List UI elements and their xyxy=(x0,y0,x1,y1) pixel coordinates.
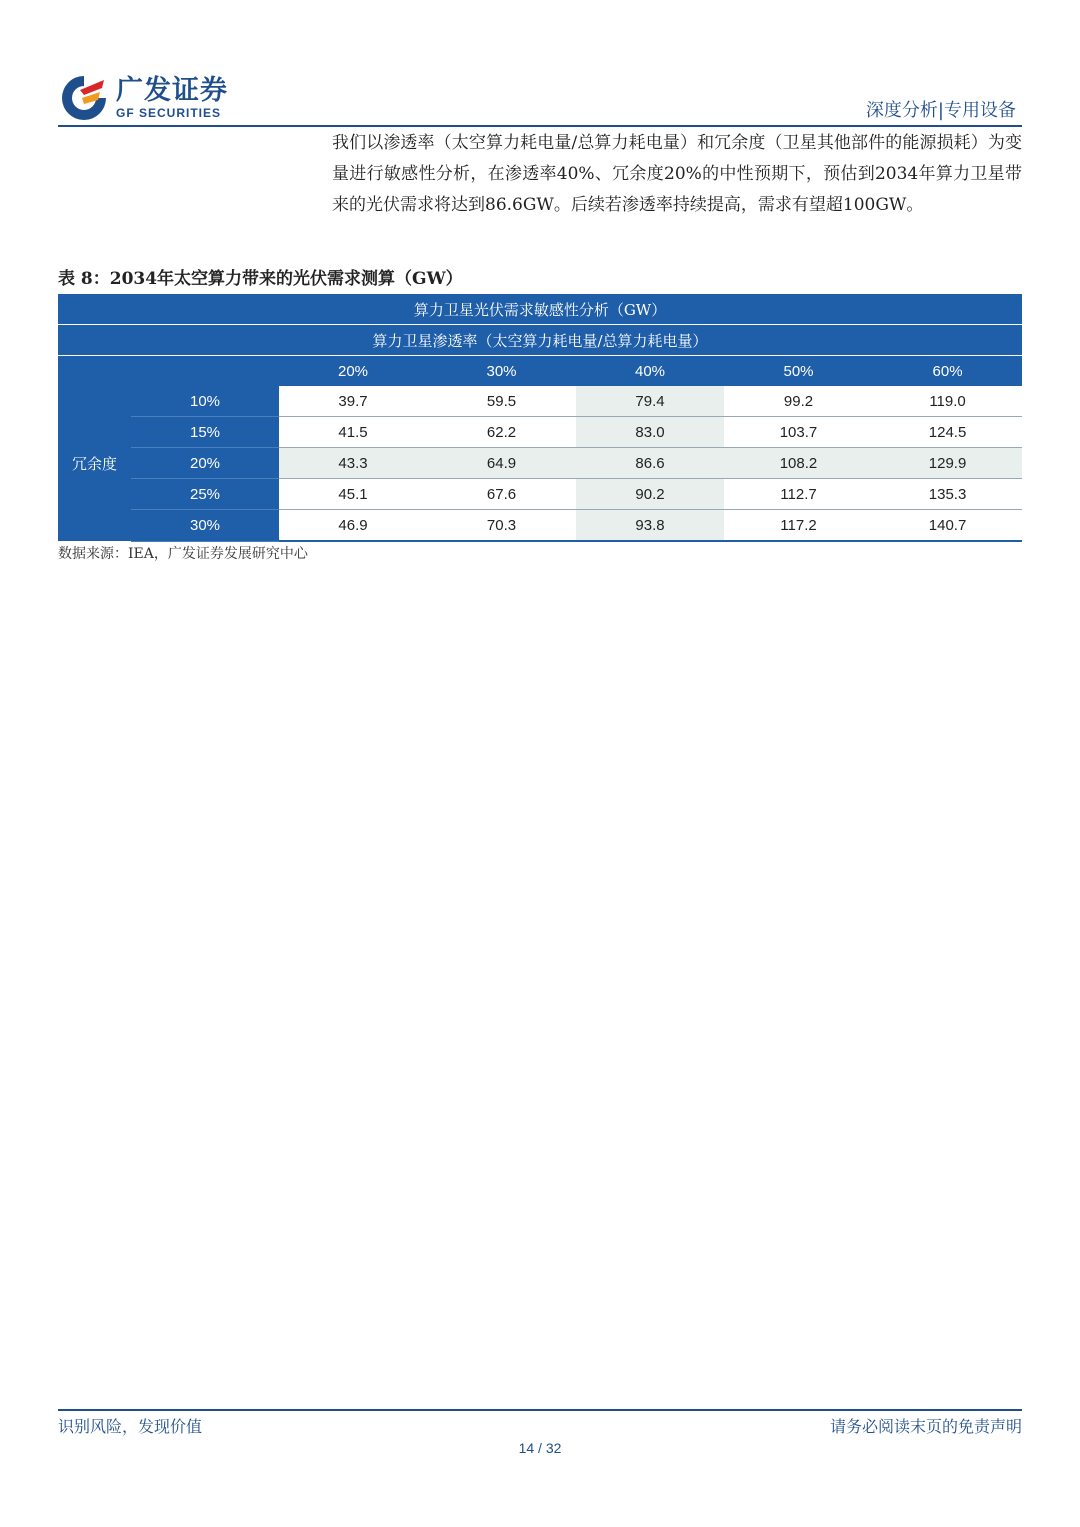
table-cell: 70.3 xyxy=(427,510,576,542)
sensitivity-table xyxy=(58,294,1022,542)
table-cell: 83.0 xyxy=(576,417,724,448)
body-paragraph: 我们以渗透率（太空算力耗电量/总算力耗电量）和冗余度（卫星其他部件的能源损耗）为变量进行敏感性分析，在渗透率40%、冗余度20%的中性预期下，预估到2034年算力卫星带来的光伏需求将达到86.6GW。后续若渗透率持续提高，需求有望超100GW。 xyxy=(332,133,1022,215)
table-cell: 79.4 xyxy=(576,386,724,417)
table-cell: 117.2 xyxy=(724,510,873,542)
table-cell: 59.5 xyxy=(427,386,576,417)
table-cell: 90.2 xyxy=(576,479,724,510)
footer-disclaimer: 请务必阅读末页的免责声明 xyxy=(829,1417,1022,1436)
page-header xyxy=(58,70,1022,128)
table-row xyxy=(58,417,1022,448)
logo-english-name: GF SECURITIES xyxy=(116,106,222,120)
table-cell: 135.3 xyxy=(873,479,1022,510)
table-cell: 140.7 xyxy=(873,510,1022,542)
table-header-penetration: 算力卫星渗透率（太空算力耗电量/总算力耗电量） xyxy=(58,325,1022,356)
table-cell: 43.3 xyxy=(279,448,427,479)
table-cell: 112.7 xyxy=(724,479,873,510)
gf-logo xyxy=(58,72,228,124)
col-header: 20% xyxy=(279,356,427,387)
table-cell: 119.0 xyxy=(873,386,1022,417)
table-cell: 46.9 xyxy=(279,510,427,542)
table-header-corner xyxy=(58,356,279,387)
col-header: 60% xyxy=(873,356,1022,387)
page-number: 14 / 32 xyxy=(518,1440,562,1456)
data-source-note: 数据来源：IEA，广发证券发展研究中心 xyxy=(58,546,308,562)
table-cell: 45.1 xyxy=(279,479,427,510)
table-row xyxy=(58,510,1022,542)
redundancy-label: 冗余度 xyxy=(58,386,131,541)
table-cell: 99.2 xyxy=(724,386,873,417)
table-cell: 67.6 xyxy=(427,479,576,510)
table-row xyxy=(58,448,1022,479)
col-header: 40% xyxy=(576,356,724,387)
table-cell: 124.5 xyxy=(873,417,1022,448)
table-header-main: 算力卫星光伏需求敏感性分析（GW） xyxy=(58,294,1022,325)
row-label: 25% xyxy=(131,479,279,510)
row-label: 20% xyxy=(131,448,279,479)
table-cell: 129.9 xyxy=(873,448,1022,479)
table-cell: 86.6 xyxy=(576,448,724,479)
row-label: 15% xyxy=(131,417,279,448)
col-header: 50% xyxy=(724,356,873,387)
table-cell: 41.5 xyxy=(279,417,427,448)
report-section-label: 深度分析|专用设备 xyxy=(865,100,1016,121)
table-cell: 108.2 xyxy=(724,448,873,479)
col-header: 30% xyxy=(427,356,576,387)
table-cell: 62.2 xyxy=(427,417,576,448)
row-label: 30% xyxy=(131,510,279,542)
table-cell: 93.8 xyxy=(576,510,724,542)
table-row xyxy=(58,386,1022,417)
row-label: 10% xyxy=(131,386,279,417)
table-title: 表 8：2034年太空算力带来的光伏需求测算（GW） xyxy=(58,269,463,289)
table-cell: 39.7 xyxy=(279,386,427,417)
table-cell: 64.9 xyxy=(427,448,576,479)
footer-slogan: 识别风险，发现价值 xyxy=(58,1417,203,1436)
logo-chinese-name: 广发证券 xyxy=(116,75,228,106)
table-row xyxy=(58,479,1022,510)
header-divider xyxy=(58,125,1022,127)
table-cell: 103.7 xyxy=(724,417,873,448)
gf-logo-icon xyxy=(58,72,110,124)
footer-divider xyxy=(58,1409,1022,1411)
